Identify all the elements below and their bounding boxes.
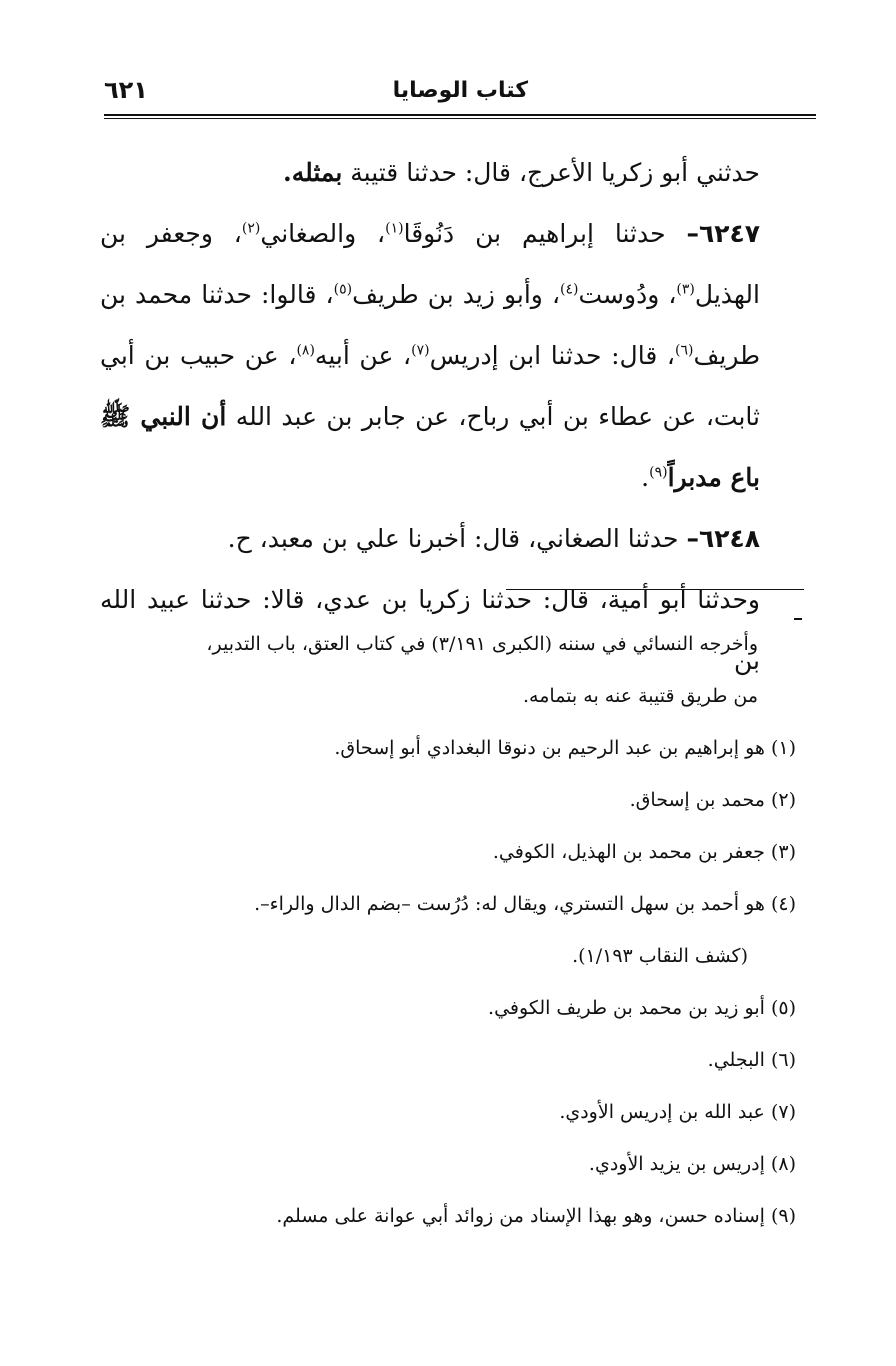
footnote-item: (٦) البجلي. [707,1049,796,1071]
footnote-item: (١) هو إبراهيم بن عبد الرحيم بن دنوقا البغدادي أبو إسحاق. [334,737,796,759]
page-number: ٦٢١ [104,76,148,104]
hadith-6247: ٦٢٤٧– حدثنا إبراهيم بن دَنُوقَا$^{(١)}$، والصغاني$^{(٢)}$، وجعفر بن الهذيل$^{(٣)}$، ودُوست$^{(٤)}$، وأبو زيد بن طريف$^{(٥)}$، قالوا: حدثنا محمد بن طريف$^{(٦)}$، قال: حدثنا ابن إدريس$^{(٧)}$، عن أبيه$^{(٨)}$، عن حبيب بن أبي ثابت، عن عطاء بن أبي رباح، عن جابر بن عبد الله أن النبي ﷺ باع مدبراً$^{(٩)}$. [100,219,761,492]
paragraph-continuation: حدثني أبو زكريا الأعرج، قال: حدثنا قتيبة بمثله. [282,158,760,187]
footnote-item: (٤) هو أحمد بن سهل التستري، ويقال له: دُرُست –بضم الدال والراء–. [254,893,796,915]
footnotes [100,618,812,1242]
footnote-ref: (٥) [333,281,353,298]
footnote-item: (٢) محمد بن إسحاق. [629,789,796,811]
footnote-ref: (٦) [675,342,694,359]
hadith-6248-continuation: وحدثنا أبو أمية، قال: حدثنا زكريا بن عدي، قالا: حدثنا عبيد الله بن [100,585,760,675]
footnote-item: (٩) إسناده حسن، وهو بهذا الإسناد من زوائد أبي عوانة على مسلم. [276,1205,796,1227]
footnote-item: (٧) عبد الله بن إدريس الأودي. [559,1101,796,1123]
footnote-separator [506,589,804,590]
hadith-6248: ٦٢٤٨– حدثنا الصغاني، قال: أخبرنا علي بن معبد، ح. [227,524,760,553]
footnote-ref: (٨) [296,342,315,359]
footnote-ref: (٧) [411,342,430,359]
footnote-ref: (٩) [649,464,668,481]
hadith-number: ٦٢٤٧– [686,219,760,248]
header-rule-thin [104,118,816,119]
footnote-continued: وأخرجه النسائي في سننه (الكبرى ٣/١٩١) في كتاب العتق، باب التدبير، [206,633,758,655]
hadith-number: ٦٢٤٨– [686,524,760,553]
main-text [100,142,812,691]
running-header [104,74,816,114]
header-rule [104,114,816,116]
footnote-item: (٨) إدريس بن يزيد الأودي. [588,1153,796,1175]
footnote-ref: (٤) [560,281,579,298]
footnote-ref: (٣) [676,281,695,298]
footnote-item: (٥) أبو زيد بن محمد بن طريف الكوفي. [488,997,796,1019]
footnote-item-continued: (كشف النقاب ١/١٩٣). [572,945,748,967]
footnote-ref: (٢) [241,220,261,237]
footnote-item: (٣) جعفر بن محمد بن الهذيل، الكوفي. [492,841,796,863]
footnote-continued: من طريق قتيبة عنه به بتمامه. [523,685,758,707]
footnote-ref: (١) [385,220,404,237]
chapter-title: كتاب الوصايا [392,78,528,103]
